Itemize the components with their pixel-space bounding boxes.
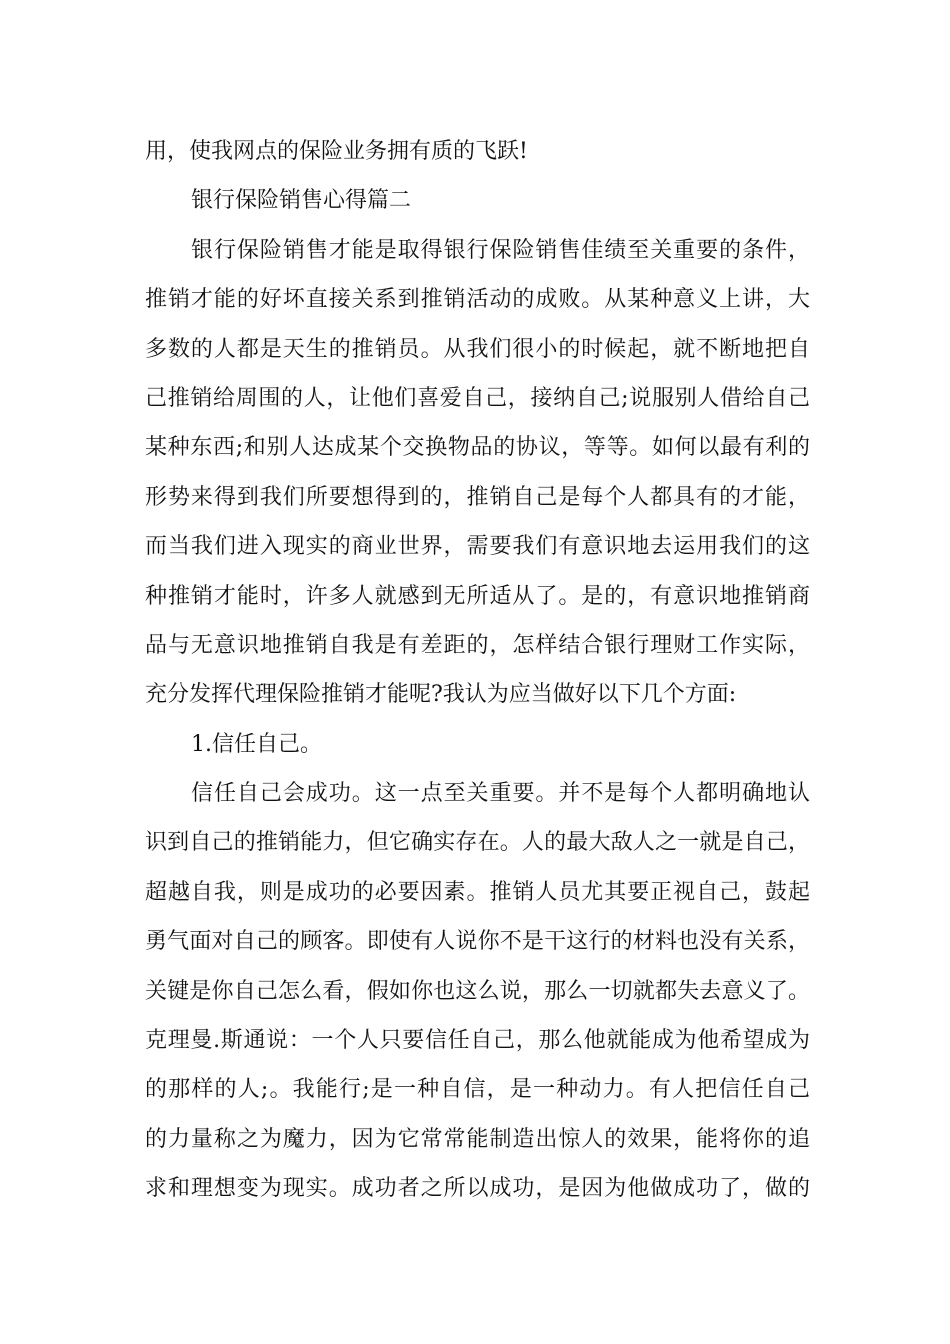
text-line: 克理曼.斯通说：一个人只要信任自己，那么他就能成为他希望成为 xyxy=(145,1028,810,1054)
text-line: 关键是你自己怎么看，假如你也这么说，那么一切就都失去意义了。 xyxy=(145,978,810,1004)
text-line: 勇气面对自己的顾客。即使有人说你不是干这行的材料也没有关系， xyxy=(145,929,810,955)
text-line: 充分发挥代理保险推销才能呢?我认为应当做好以下几个方面: xyxy=(145,682,737,708)
text-line: 的那样的人;。我能行;是一种自信，是一种动力。有人把信任自己 xyxy=(145,1077,810,1103)
text-line: 种推销才能时，许多人就感到无所适从了。是的，有意识地推销商 xyxy=(145,583,810,609)
text-line: 品与无意识地推销自我是有差距的，怎样结合银行理财工作实际， xyxy=(145,632,810,658)
text-line: 多数的人都是天生的推销员。从我们很小的时候起，就不断地把自 xyxy=(145,336,810,362)
paragraph-first-line: 信任自己会成功。这一点至关重要。并不是每个人都明确地认 xyxy=(191,781,810,807)
text-line: 用，使我网点的保险业务拥有质的飞跃! xyxy=(145,139,528,164)
paragraph-first-line: 银行保险销售心得篇二 xyxy=(191,188,412,214)
paragraph-first-line: 1.信任自己。 xyxy=(191,731,322,757)
text-line: 超越自我，则是成功的必要因素。推销人员尤其要正视自己，鼓起 xyxy=(145,879,810,905)
text-line: 推销才能的好坏直接关系到推销活动的成败。从某种意义上讲，大 xyxy=(145,287,810,313)
text-line: 某种东西;和别人达成某个交换物品的协议，等等。如何以最有利的 xyxy=(145,435,810,461)
text-line: 己推销给周围的人，让他们喜爱自己，接纳自己;说服别人借给自己 xyxy=(145,385,810,411)
text-line: 求和理想变为现实。成功者之所以成功，是因为他做成功了，做的 xyxy=(145,1176,810,1202)
document-body xyxy=(145,127,810,1214)
text-line: 的力量称之为魔力，因为它常常能制造出惊人的效果，能将你的追 xyxy=(145,1126,810,1152)
text-line: 识到自己的推销能力，但它确实存在。人的最大敌人之一就是自己， xyxy=(145,830,810,856)
text-line: 而当我们进入现实的商业世界，需要我们有意识地去运用我们的这 xyxy=(145,534,810,560)
paragraph-first-line: 银行保险销售才能是取得银行保险销售佳绩至关重要的条件， xyxy=(191,237,810,263)
text-line: 形势来得到我们所要想得到的，推销自己是每个人都具有的才能， xyxy=(145,484,810,510)
